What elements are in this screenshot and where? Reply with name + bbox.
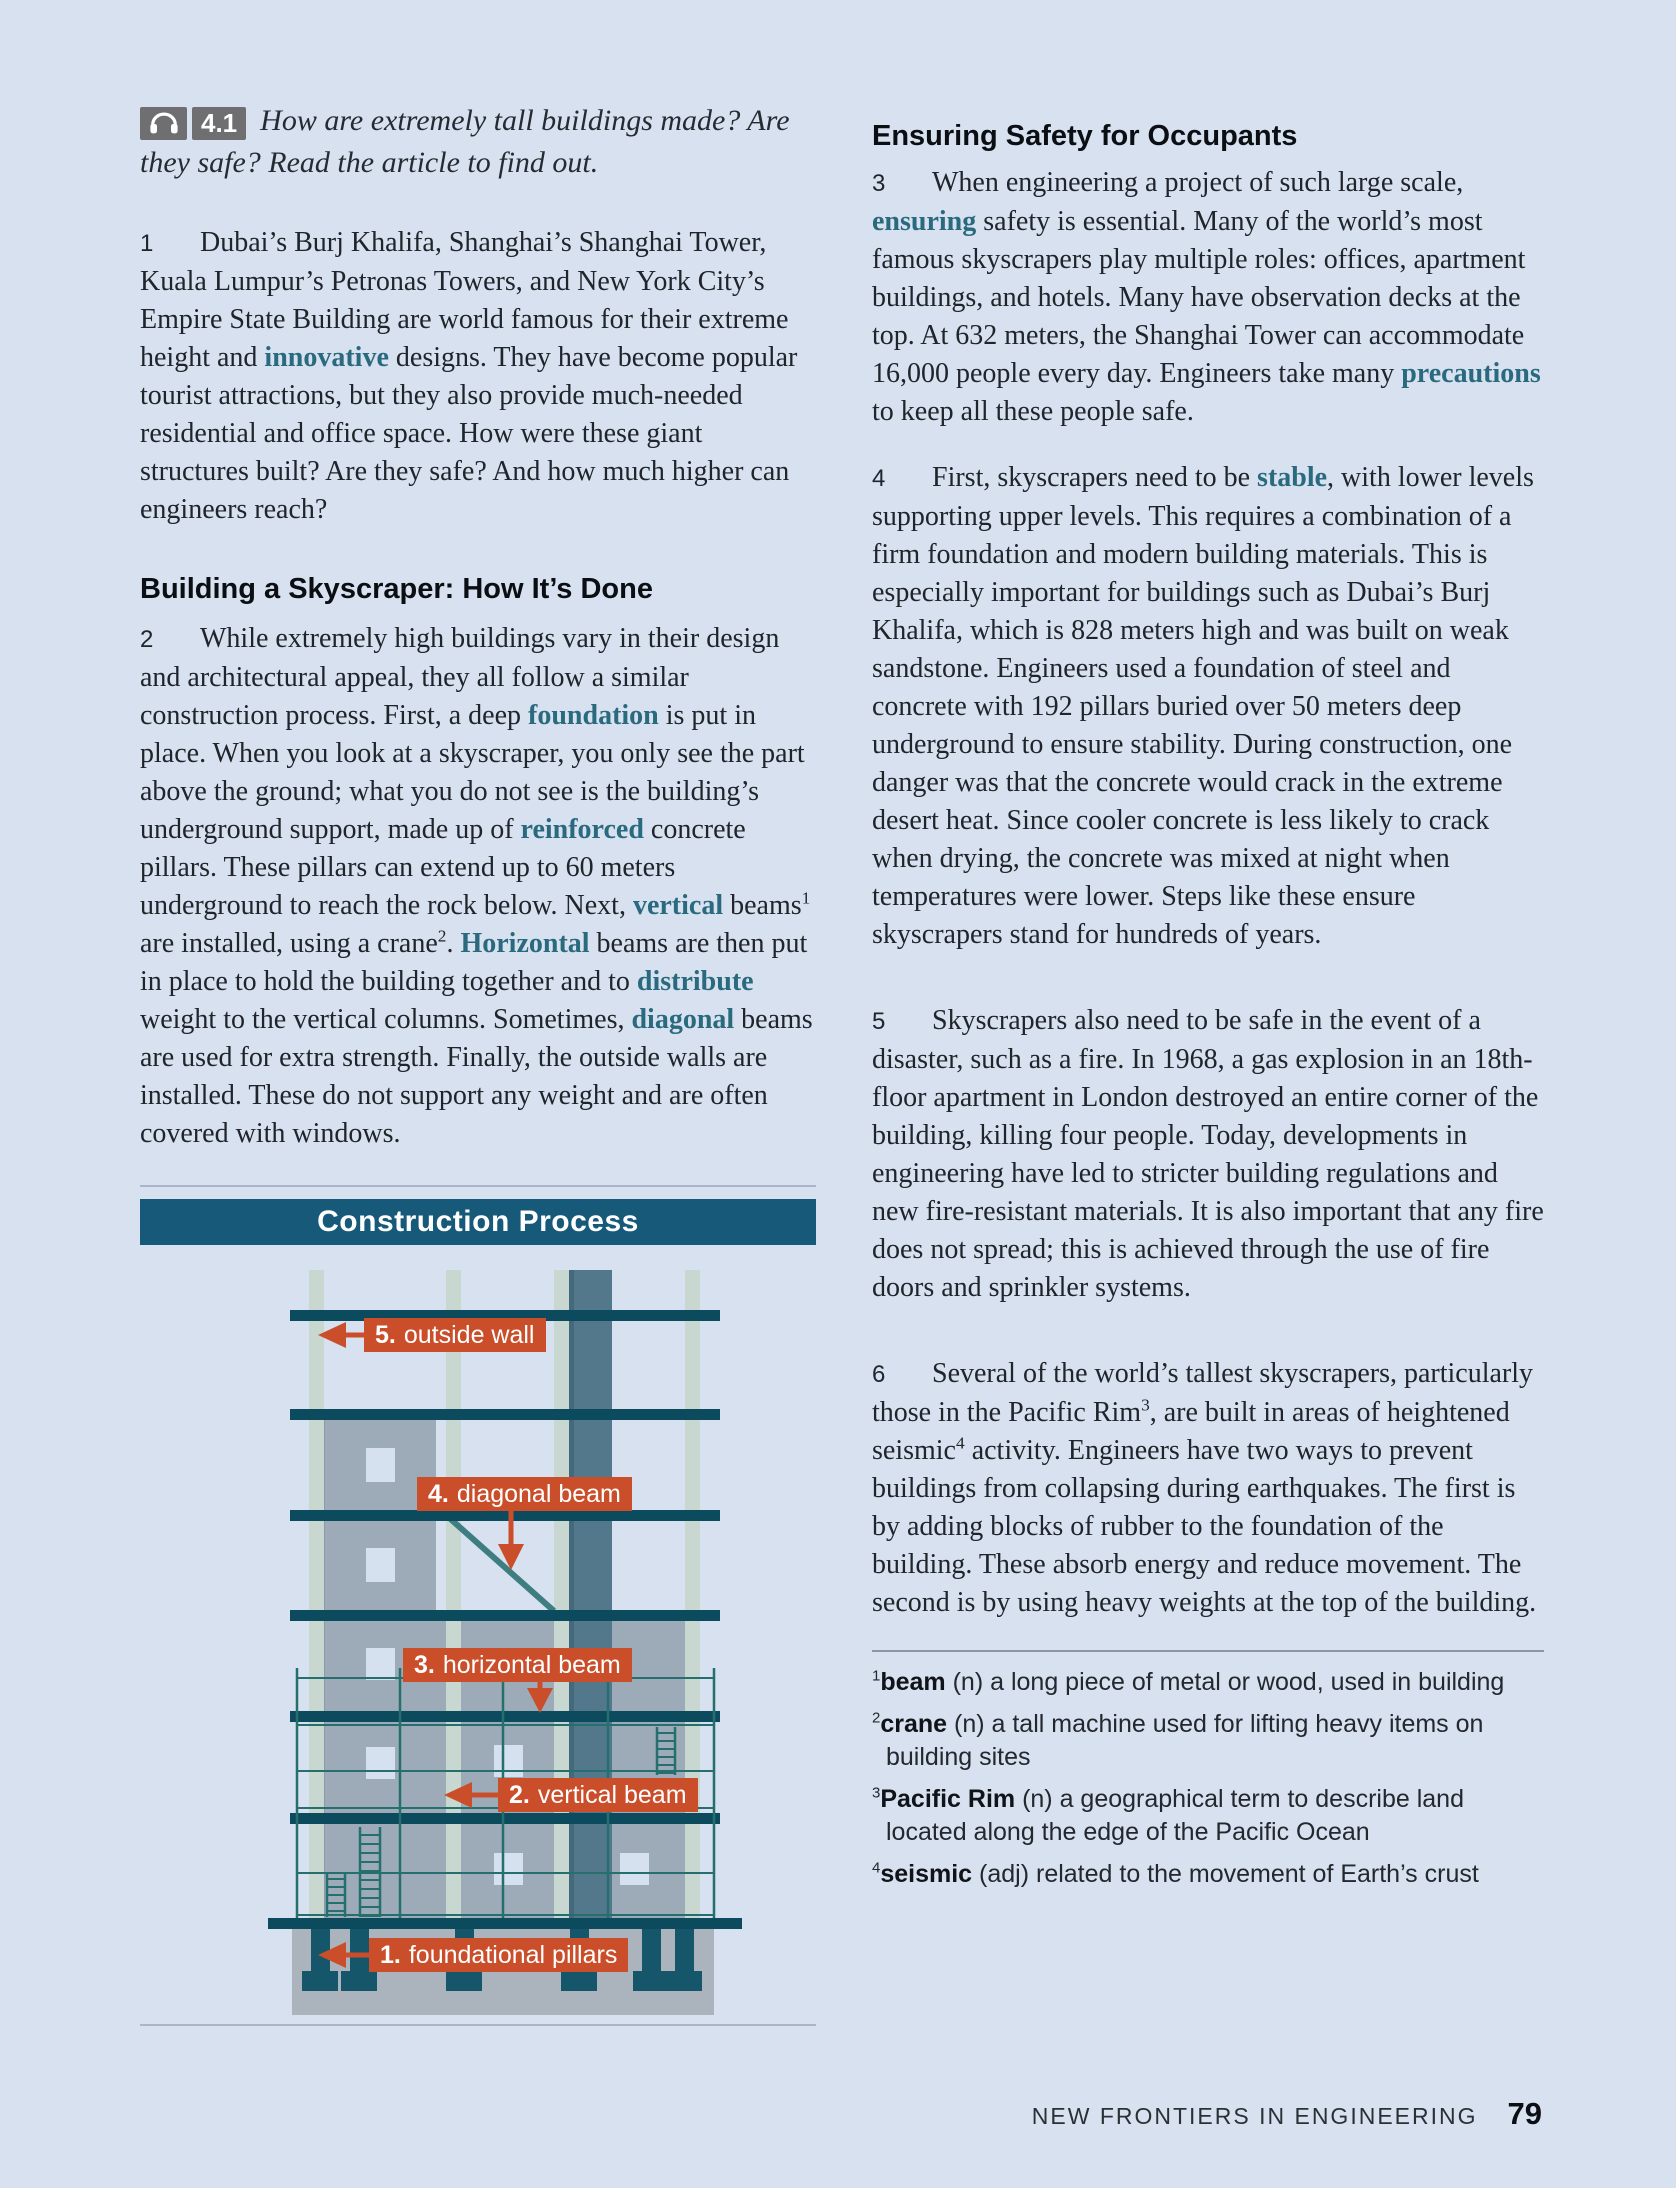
paragraph-5-text: Skyscrapers also need to be safe in the event of a disaster, such as a fire. In 1968, a gas explosion in an 18th-floor apartment in London destroyed an entire corner of the building, killing four people. Today, developments in engineering have led to stricter building regulations and new fire-resistant materials. It is also important that any fire does not spread; this is achieved through the use of fire doors and sprinkler systems. (872, 1005, 1544, 1303)
paragraph-6-text: Several of the world’s tallest skyscrapers, particularly those in the Pacific Rim$^3$, are built in areas of heightened seismic$^4$ activity. Engineers have two ways to prevent buildings from collapsing during earthquakes. The first is by adding blocks of rubber to the foundation of the building. These absorb energy and reduce movement. The second is by using heavy weights at the top of the building. (872, 1358, 1537, 1618)
label-number: 4. (428, 1480, 449, 1508)
left-column (140, 100, 816, 2033)
headphones-icon-glyph (149, 112, 179, 135)
paragraph-4-text: First, skyscrapers need to be stable, with lower levels supporting upper levels. This requires a combination of a firm foundation and modern building materials. This is especially important for buildings such as Dubai’s Burj Khalifa, which is 828 meters high and was built on weak sandstone. Engineers used a foundation of steel and concrete with 192 pillars buried over 50 meters deep underground to ensure stability. During construction, one danger was that the concrete would crack in the extreme desert heat. Since cooler concrete is less likely to crack when drying, the concrete was mixed at night when temperatures were lower. Steps like these ensure skyscrapers stand for hundreds of years. (872, 462, 1534, 950)
label-text: outside wall (403, 1321, 535, 1349)
audio-track-number: 4.1 (192, 107, 246, 140)
paragraph-4 (872, 459, 1544, 954)
audio-tag (140, 107, 246, 140)
paragraph-2-text: While extremely high buildings vary in their design and architectural appeal, they all follow a similar construction process. First, a deep foundation is put in place. When you look at a skyscraper, you only see the part above the ground; what you do not see is the building’s underground support, made up of reinforced concrete pillars. These pillars can extend up to 60 meters underground to reach the rock below. Next, vertical beams$^1$ are installed, using a crane$^2$. Horizontal beams are then put in place to hold the building together and to distribute weight to the vertical columns. Sometimes, diagonal beams are used for extra strength. Finally, the outside walls are installed. These do not support any weight and are often covered with windows. (140, 623, 813, 1149)
footnote-term: beam (880, 1668, 946, 1696)
label-number: 3. (414, 1651, 435, 1679)
label-text: horizontal beam (442, 1651, 621, 1679)
unit-title: NEW FRONTIERS IN ENGINEERING (1031, 2103, 1478, 2129)
paragraph-3 (872, 164, 1544, 431)
footnote-marker: 3 (872, 1784, 881, 1802)
footnote-marker: 2 (872, 1709, 881, 1727)
right-column (872, 118, 1544, 1891)
label-text: foundational pillars (408, 1941, 618, 1969)
diagram-label-outside-wall (364, 1318, 546, 1352)
label-number: 2. (509, 1781, 530, 1809)
paragraph-3-number: 3 (872, 170, 886, 197)
paragraph-1 (140, 224, 816, 529)
footnote-marker: 1 (872, 1667, 881, 1685)
intro-block (140, 100, 816, 184)
intro-question: How are extremely tall buildings made? Are they safe? Read the article to find out. (140, 104, 790, 179)
diagram-label-foundational-pillars (369, 1938, 628, 1972)
section-heading-building: Building a Skyscraper: How It’s Done (140, 573, 653, 605)
paragraph-5-number: 5 (872, 1008, 886, 1035)
label-number: 5. (375, 1321, 396, 1349)
construction-diagram (140, 1253, 816, 2033)
paragraph-3-text: When engineering a project of such large scale, ensuring safety is essential. Many of the world’s most famous skyscrapers play multiple roles: offices, apartment buildings, and hotels. Many have observation decks at the top. At 632 meters, the Shanghai Tower can accommodate 16,000 people every day. Engineers take many precautions to keep all these people safe. (872, 167, 1541, 427)
paragraph-1-text: Dubai’s Burj Khalifa, Shanghai’s Shanghai Tower, Kuala Lumpur’s Petronas Towers, and New York City’s Empire State Building are world famous for their extreme height and innovative designs. They have become popular tourist attractions, but they also provide much-needed residential and office space. How were these giant structures built? Are they safe? And how much higher can engineers reach? (140, 227, 798, 525)
construction-diagram-graphic (140, 1253, 816, 2033)
paragraph-2-number: 2 (140, 626, 154, 653)
footnote-term: crane (880, 1710, 948, 1738)
diagram-top-rule (140, 1185, 816, 1187)
footnote-seismic (872, 1858, 1544, 1891)
paragraph-6 (872, 1355, 1544, 1622)
headphones-icon (140, 107, 187, 140)
label-number: 1. (380, 1941, 401, 1969)
paragraph-4-number: 4 (872, 465, 886, 492)
footnote-rule (872, 1650, 1544, 1652)
diagram-label-diagonal-beam (417, 1477, 632, 1511)
footnote-term: seismic (880, 1860, 973, 1888)
diagram-label-vertical-beam (498, 1778, 698, 1812)
diagram-label-horizontal-beam (403, 1648, 632, 1682)
diagonal-beam (446, 1515, 554, 1611)
page-number: 79 (1507, 2096, 1542, 2131)
footnotes (872, 1666, 1544, 1891)
footnote-term: Pacific Rim (880, 1785, 1016, 1813)
footnote-crane (872, 1708, 1544, 1774)
paragraph-6-number: 6 (872, 1361, 886, 1388)
label-text: diagonal beam (456, 1480, 621, 1508)
footnote-definition: (n) a long piece of metal or wood, used in building (945, 1668, 1505, 1696)
label-text: vertical beam (537, 1781, 687, 1809)
section-heading-safety: Ensuring Safety for Occupants (872, 120, 1298, 152)
footnote-definition: (n) a geographical term to describe land located along the edge of the Pacific Ocean (886, 1785, 1464, 1846)
paragraph-2 (140, 620, 816, 1153)
footnote-pacific-rim (872, 1783, 1544, 1849)
diagram-title-bar: Construction Process (140, 1199, 816, 1245)
footnote-definition: (adj) related to the movement of Earth’s crust (972, 1860, 1479, 1888)
footnote-beam (872, 1666, 1544, 1699)
paragraph-1-number: 1 (140, 230, 154, 257)
page-footer (1032, 2096, 1542, 2132)
footnote-marker: 4 (872, 1859, 881, 1877)
footnote-definition: (n) a tall machine used for lifting heavy items on building sites (886, 1710, 1484, 1771)
paragraph-5 (872, 1002, 1544, 1307)
ground-slab (268, 1918, 742, 1929)
